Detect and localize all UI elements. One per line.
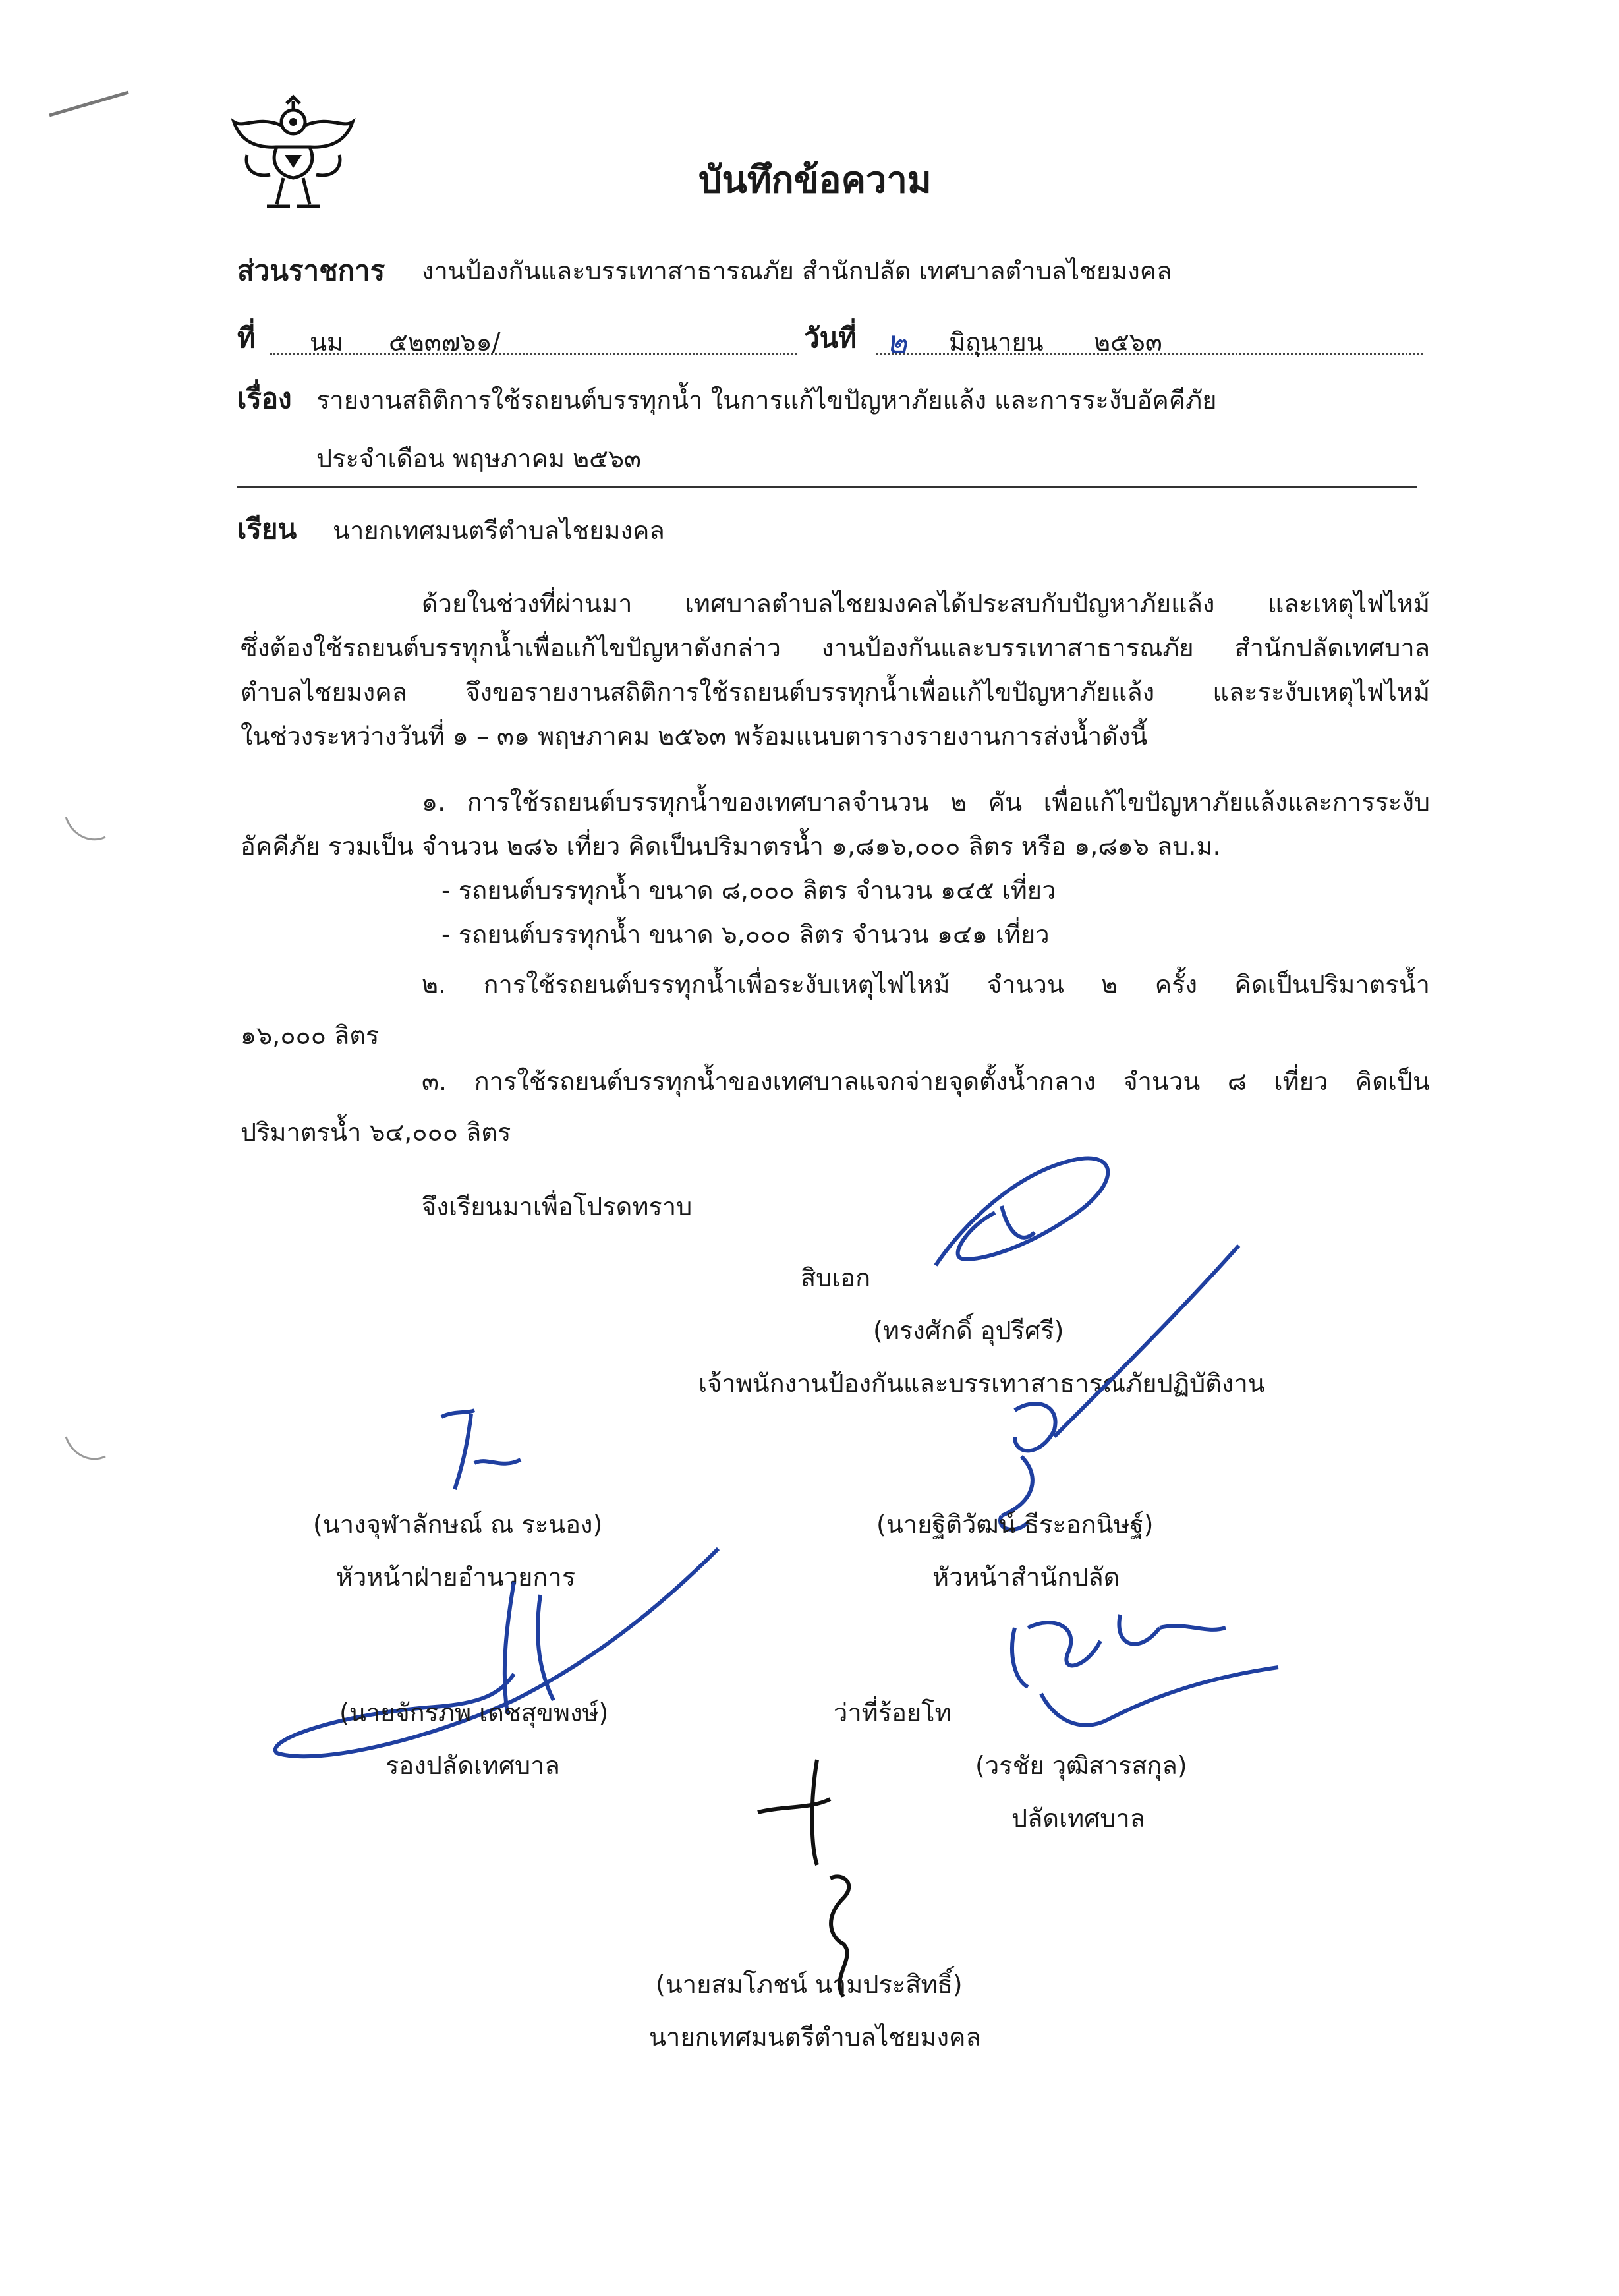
signature-4 — [264, 1542, 738, 1779]
signatory-5-rank: ว่าที่ร้อยโท — [834, 1698, 952, 1727]
body-para-1-line-4: ในช่วงระหว่างวันที่ ๑ – ๓๑ พฤษภาคม ๒๕๖๓ พร้อมแนบตารางรายงานการส่งน้ำดังนี้ — [241, 722, 1148, 751]
signature-5 — [988, 1588, 1292, 1760]
subject-line-1: รายงานสถิติการใช้รถยนต์บรรทุกน้ำ ในการแก้ไขปัญหาภัยแล้ง และการระงับอัคคีภัย — [316, 386, 1217, 415]
body-para-1-line-1: ด้วยในช่วงที่ผ่านมา เทศบาลตำบลไชยมงคลได้ประสบกับปัญหาภัยแล้ง และเหตุไฟไหม้ — [422, 589, 1430, 618]
date-label: วันที่ — [804, 322, 857, 354]
closing-line: จึงเรียนมาเพื่อโปรดทราบ — [422, 1192, 693, 1221]
signatory-2-name: (นางจุฬาลักษณ์ ณ ระนอง) — [313, 1510, 603, 1539]
item-2-line-2: ๑๖,๐๐๐ ลิตร — [241, 1021, 380, 1050]
item-1-bullet-2: - รถยนต์บรรทุกน้ำ ขนาด ๖,๐๐๐ ลิตร จำนวน ๑๔๑ เที่ยว — [441, 920, 1050, 949]
signatory-1-position: เจ้าพนักงานป้องกันและบรรเทาสาธารณภัยปฏิบัติงาน — [698, 1369, 1265, 1398]
body-para-1-line-3: ตำบลไชยมงคล จึงขอรายงานสถิติการใช้รถยนต์บรรทุกน้ำเพื่อแก้ไขปัญหาภัยแล้ง และระงับเหตุไฟไหม้ — [241, 677, 1430, 706]
signatory-4-position: รองปลัดเทศบาล — [385, 1751, 560, 1780]
staple-mark — [46, 86, 132, 125]
item-1-line-2: อัคคีภัย รวมเป็น จำนวน ๒๘๖ เที่ยว คิดเป็นปริมาตรน้ำ ๑,๘๑๖,๐๐๐ ลิตร หรือ ๑,๘๑๖ ลบ.ม. — [241, 832, 1221, 861]
signature-3 — [975, 1239, 1252, 1542]
signatory-2-position: หัวหน้าฝ่ายอำนวยการ — [336, 1563, 576, 1592]
signature-2 — [435, 1397, 547, 1503]
signatory-3-name: (นายฐิติวัฒน์ ธีระอกนิษฐ์) — [876, 1510, 1154, 1539]
agency-label: ส่วนราชการ — [237, 254, 385, 287]
ref-prefix: นม — [310, 328, 344, 357]
date-day: ๒ — [886, 324, 907, 361]
body-para-1-line-2: ซึ่งต้องใช้รถยนต์บรรทุกน้ำเพื่อแก้ไขปัญหาดังกล่าว งานป้องกันและบรรเทาสาธารณภัย สำนักปลัดเทศบาล — [241, 633, 1430, 662]
signatory-6-position: นายกเทศมนตรีตำบลไชยมงคล — [649, 2023, 981, 2052]
subject-line-2: ประจำเดือน พฤษภาคม ๒๕๖๓ — [316, 444, 642, 473]
addressee-label: เรียน — [237, 513, 297, 545]
subject-label: เรื่อง — [237, 382, 292, 415]
addressee-value: นายกเทศมนตรีตำบลไชยมงคล — [333, 516, 665, 545]
item-3-line-1: ๓. การใช้รถยนต์บรรทุกน้ำของเทศบาลแจกจ่ายจุดตั้งน้ำกลาง จำนวน ๘ เที่ยว คิดเป็น — [422, 1067, 1430, 1096]
item-1-bullet-1: - รถยนต์บรรทุกน้ำ ขนาด ๘,๐๐๐ ลิตร จำนวน ๑๔๕ เที่ยว — [441, 876, 1056, 905]
date-year: ๒๕๖๓ — [1094, 328, 1162, 357]
document-title: บันทึกข้อความ — [698, 159, 932, 202]
signatory-5-position: ปลัดเทศบาล — [1011, 1804, 1145, 1833]
item-3-line-2: ปริมาตรน้ำ ๖๔,๐๐๐ ลิตร — [241, 1118, 511, 1147]
item-2-line-1: ๒. การใช้รถยนต์บรรทุกน้ำเพื่อระงับเหตุไฟไหม้ จำนวน ๒ ครั้ง คิดเป็นปริมาตรน้ำ — [422, 970, 1430, 999]
agency-value: งานป้องกันและบรรเทาสาธารณภัย สำนักปลัด เทศบาลตำบลไชยมงคล — [422, 256, 1172, 285]
signatory-1-name: (ทรงศักดิ์ อุปรีศรี) — [873, 1316, 1064, 1345]
punch-hole-bottom — [63, 1430, 109, 1470]
signatory-6-name: (นายสมโภชน์ นามประสิทธิ์) — [656, 1970, 963, 1999]
punch-hole-top — [63, 811, 109, 850]
signatory-1-rank: สิบเอก — [801, 1263, 871, 1292]
item-1-line-1: ๑. การใช้รถยนต์บรรทุกน้ำของเทศบาลจำนวน ๒ คัน เพื่อแก้ไขปัญหาภัยแล้งและการระงับ — [422, 788, 1430, 817]
date-month: มิถุนายน — [949, 328, 1044, 357]
ref-label: ที่ — [237, 322, 256, 354]
ref-number: ๕๒๓๗๖๑/ — [389, 328, 501, 357]
ref-dotted-line — [270, 353, 797, 355]
signatory-3-position: หัวหน้าสำนักปลัด — [932, 1563, 1120, 1592]
garuda-emblem-icon — [231, 96, 356, 214]
signatory-4-name: (นายจักรภพ เดชสุขพงษ์) — [339, 1698, 609, 1727]
header-divider — [237, 486, 1417, 488]
signatory-5-name: (วรชัย วุฒิสารสกุล) — [975, 1751, 1187, 1780]
